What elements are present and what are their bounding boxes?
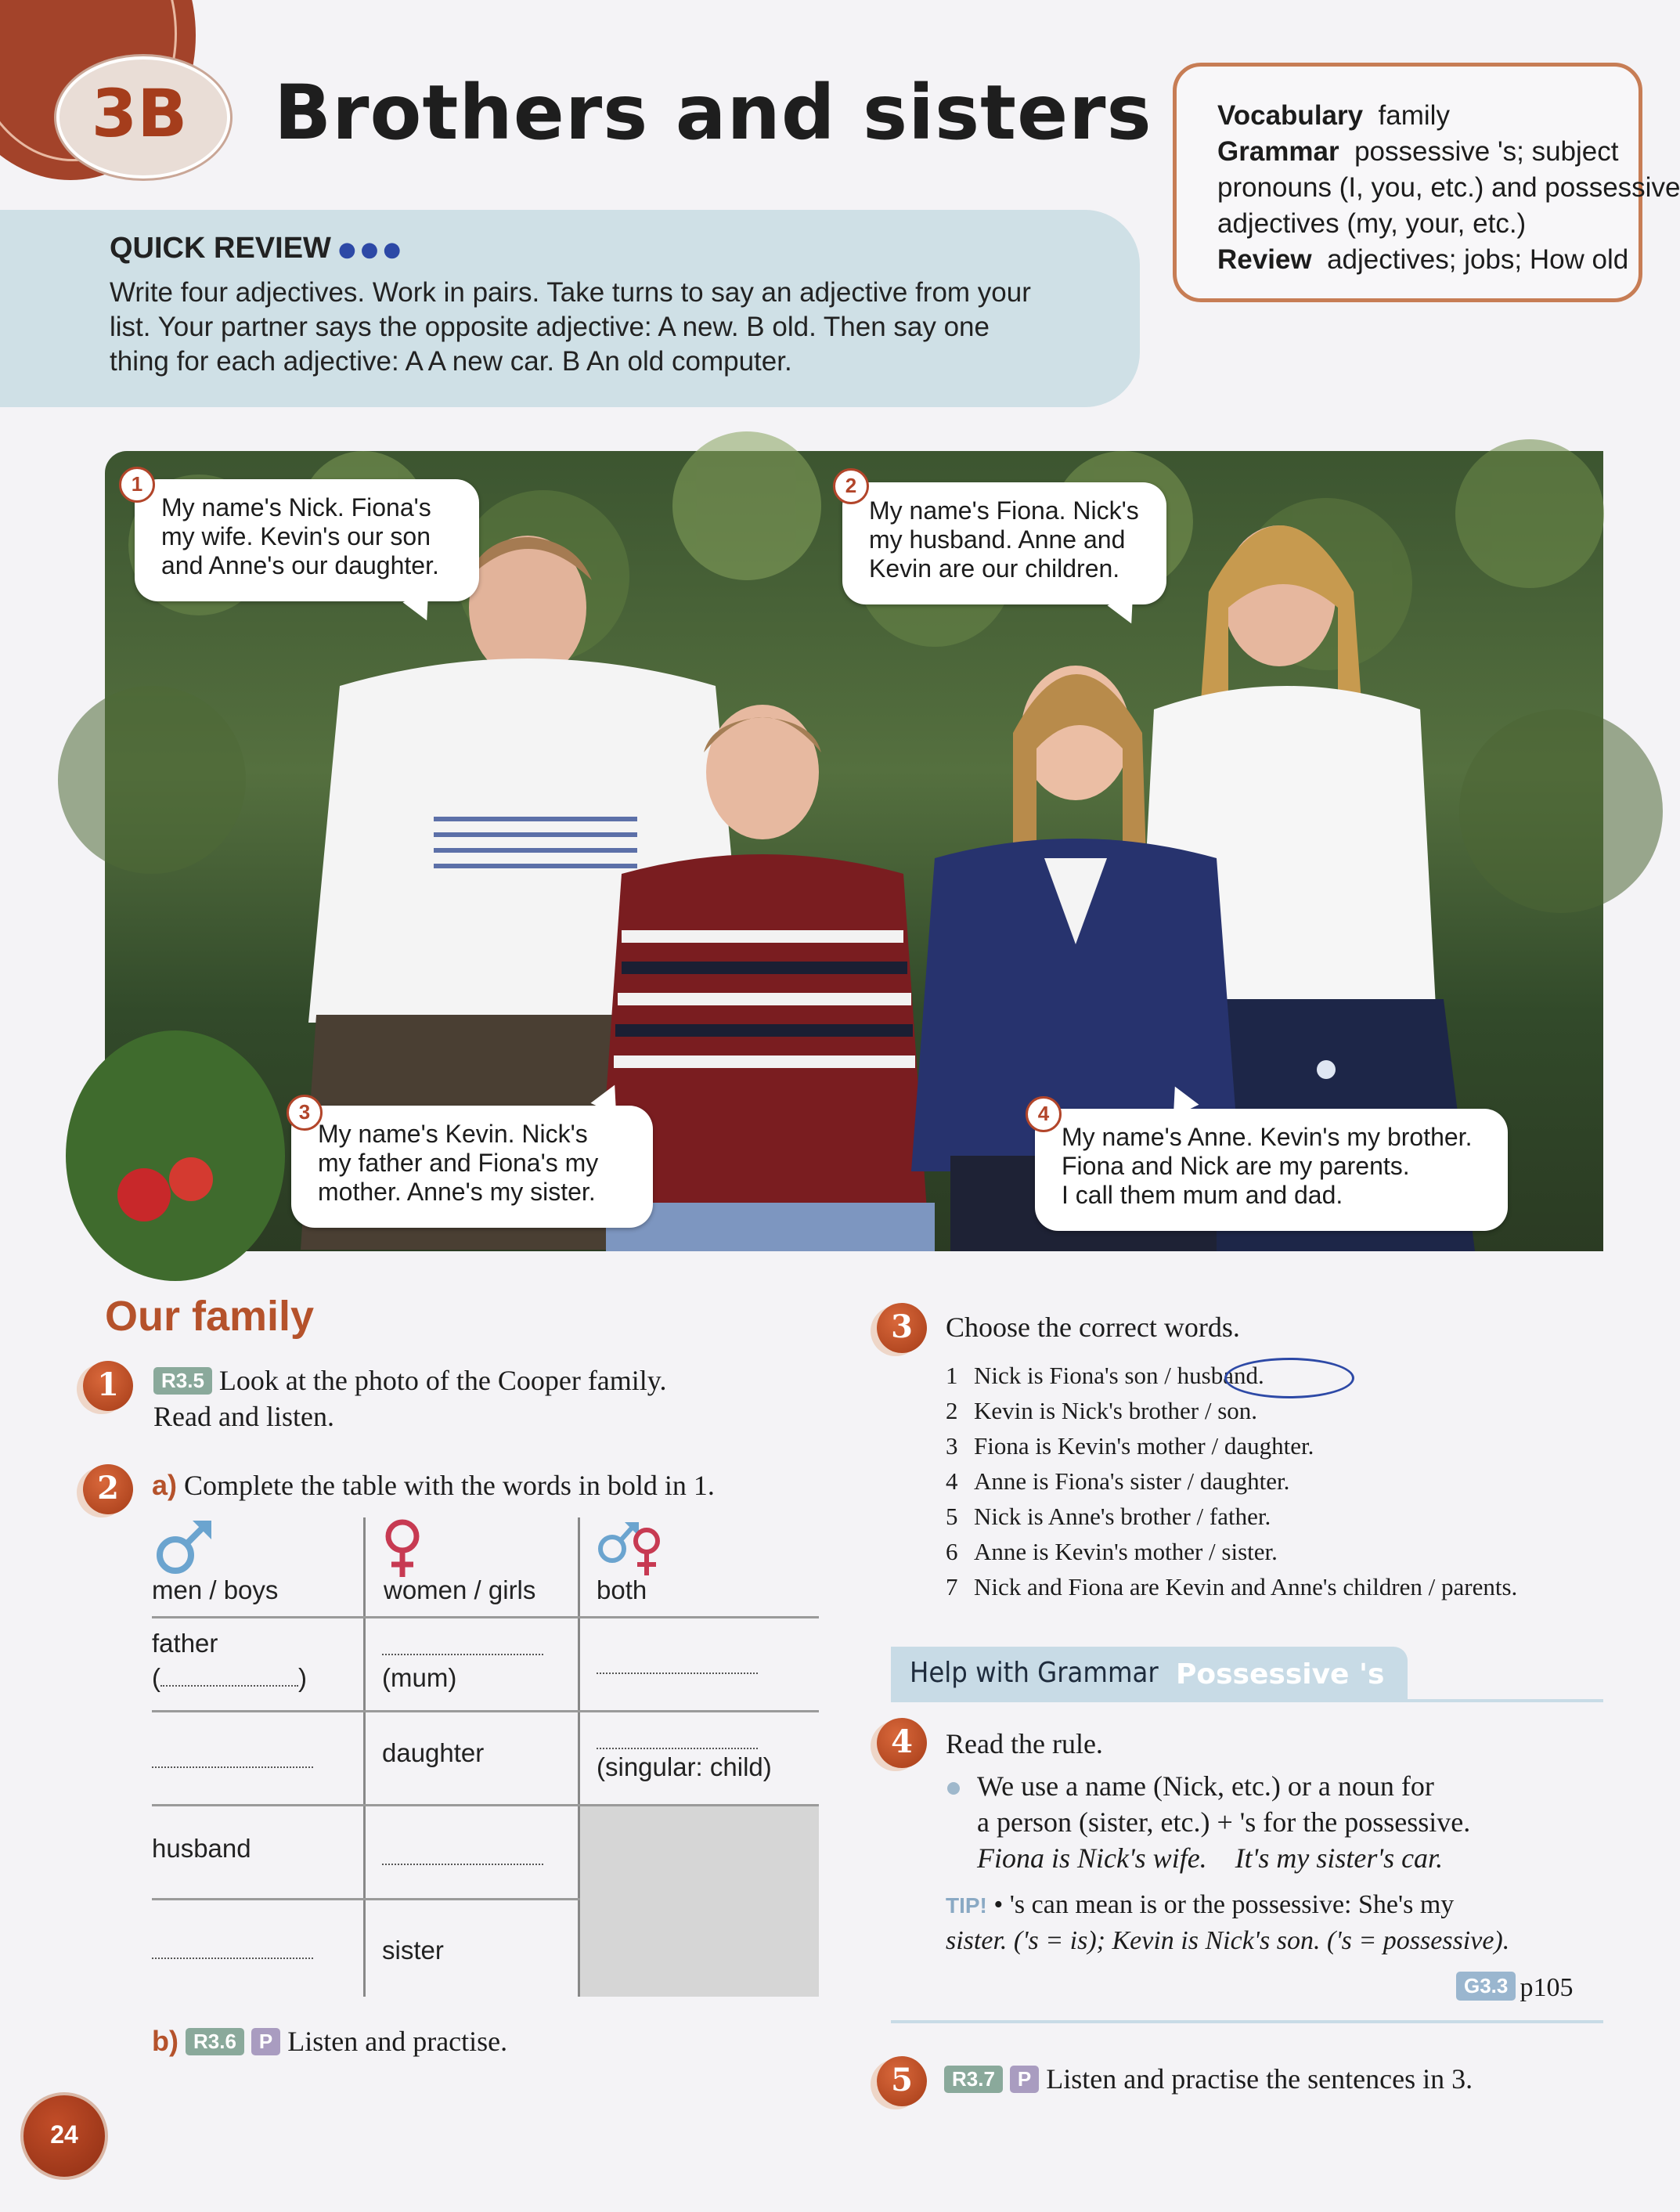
table-divider	[152, 1616, 819, 1618]
bubble-3-line-2: my father and Fiona's my	[318, 1149, 599, 1177]
speech-bubble-1	[135, 479, 479, 601]
column-header-women: women / girls	[384, 1575, 536, 1604]
female-symbol-icon	[379, 1517, 426, 1580]
exercise-4-title: Read the rule.	[946, 1728, 1103, 1759]
answer-blank-row4-men[interactable]	[152, 1956, 313, 1959]
bubble-1-line-2: my wife. Kevin's our son	[161, 522, 431, 550]
speech-bubble-2	[842, 482, 1166, 604]
exercise-1-line-1: Look at the photo of the Cooper family.	[218, 1365, 667, 1396]
bubble-4-line-3: I call them mum and dad.	[1062, 1181, 1343, 1209]
audio-track-tag[interactable]: R3.7	[944, 2066, 1003, 2093]
answer-blank-row1-women[interactable]	[382, 1652, 543, 1655]
grammar-line-3: adjectives (my, your, etc.)	[1217, 208, 1527, 239]
exercise-2a-instruction	[152, 1467, 856, 1503]
difficulty-dots: ●●●	[338, 238, 406, 262]
table-divider	[152, 1710, 819, 1712]
audio-track-tag[interactable]: R3.6	[186, 2028, 244, 2055]
cell-mum: (mum)	[382, 1663, 457, 1692]
grammar-reference-tag: G3.3	[1456, 1972, 1516, 2001]
tip-line-2: sister. ('s = is); Kevin is Nick's son. ('s = possessive).	[946, 1926, 1510, 1955]
list-item[interactable]: 3 Fiona is Kevin's mother / daughter.	[946, 1432, 1314, 1460]
answer-blank-row1-men[interactable]	[152, 1663, 307, 1693]
grammar-line-1: possessive 's; subject	[1354, 136, 1619, 167]
list-item[interactable]: 5 Nick is Anne's brother / father.	[946, 1503, 1271, 1530]
grammar-reference-page: p105	[1520, 1973, 1574, 2002]
list-item[interactable]: 6 Anne is Kevin's mother / sister.	[946, 1538, 1278, 1565]
exercise-2b-instruction	[152, 2023, 856, 2059]
vocab-label: Vocabulary	[1217, 100, 1364, 131]
table-divider	[363, 1517, 366, 1997]
answer-blank-row3-women[interactable]	[382, 1862, 543, 1865]
help-grammar-subtitle: Possessive 's	[1176, 1658, 1385, 1691]
bubble-2-line-3: Kevin are our children.	[869, 554, 1120, 583]
quick-review-text	[110, 276, 1112, 379]
audio-track-tag[interactable]: R3.5	[153, 1367, 212, 1395]
both-symbol-icon	[595, 1517, 665, 1580]
rule-example: Fiona is Nick's wife. It's my sister's car.	[977, 1842, 1444, 1874]
shaded-cell	[580, 1806, 819, 1997]
tip-label: TIP!	[946, 1893, 987, 1918]
exercise-3-title: Choose the correct words.	[946, 1312, 1240, 1343]
review-value: adjectives; jobs; How old	[1327, 244, 1629, 275]
column-header-men: men / boys	[152, 1575, 279, 1604]
grammar-rule	[977, 1768, 1603, 1876]
bubble-1-line-1: My name's Nick. Fiona's	[161, 493, 431, 521]
vocab-value: family	[1378, 100, 1450, 131]
exercise-2-number: 2	[83, 1464, 133, 1514]
bubble-2-number: 2	[833, 468, 869, 504]
pronunciation-tag[interactable]: P	[251, 2028, 280, 2055]
bracket-open: (	[152, 1663, 160, 1692]
review-label: Review	[1217, 244, 1312, 275]
exercise-1-number: 1	[83, 1361, 133, 1411]
column-header-both: both	[597, 1575, 647, 1604]
exercise-4-number: 4	[877, 1718, 927, 1768]
tip-line-1: • 's can mean is or the possessive: She's my	[993, 1890, 1455, 1919]
bubble-2-line-1: My name's Fiona. Nick's	[869, 496, 1139, 525]
bubble-4-number: 4	[1026, 1096, 1062, 1132]
bubble-3-number: 3	[287, 1095, 323, 1131]
tip-box	[946, 1887, 1595, 1959]
section-title: Our family	[105, 1293, 315, 1340]
exercise-2b-text: Listen and practise.	[287, 2026, 508, 2057]
blank-line	[160, 1683, 298, 1687]
bubble-1-line-3: and Anne's our daughter.	[161, 551, 439, 579]
cell-child: (singular: child)	[597, 1752, 772, 1781]
exercise-1-line-2: Read and listen.	[153, 1401, 334, 1432]
unit-number: 3B	[91, 75, 188, 152]
bubble-3-line-3: mother. Anne's my sister.	[318, 1178, 596, 1206]
speech-bubble-4	[1035, 1109, 1508, 1231]
list-item[interactable]: 4 Anne is Fiona's sister / daughter.	[946, 1467, 1290, 1495]
rule-line-1: We use a name (Nick, etc.) or a noun for	[977, 1770, 1434, 1802]
list-item[interactable]: 7 Nick and Fiona are Kevin and Anne's children / parents.	[946, 1573, 1518, 1600]
grammar-reference[interactable]	[1456, 1972, 1573, 2003]
bubble-4-line-1: My name's Anne. Kevin's my brother.	[1062, 1123, 1473, 1151]
quick-review-line-2: list. Your partner says the opposite adjective: A new. B old. Then say one	[110, 312, 990, 342]
quick-review-line-3: thing for each adjective: A A new car. B An old computer.	[110, 346, 792, 377]
exercise-5-text: Listen and practise the sentences in 3.	[1046, 2063, 1473, 2095]
bracket-close: )	[298, 1663, 307, 1692]
answer-blank-row2-both[interactable]	[597, 1746, 758, 1749]
bubble-4-line-2: Fiona and Nick are my parents.	[1062, 1152, 1410, 1180]
male-symbol-icon	[153, 1517, 216, 1577]
grammar-line-2: pronouns (I, you, etc.) and possessive	[1217, 172, 1680, 203]
lesson-info-box	[1173, 63, 1680, 302]
list-item[interactable]: 1 Nick is Fiona's son / husband.	[946, 1362, 1264, 1389]
answer-blank-row1-both[interactable]	[597, 1671, 758, 1674]
exercise-2a-label: a)	[152, 1469, 178, 1501]
help-grammar-bottom-rule	[891, 2020, 1603, 2023]
answer-blank-row2-men[interactable]	[152, 1765, 313, 1768]
exercise-5-number: 5	[877, 2056, 927, 2106]
quick-review-title: QUICK REVIEW	[110, 232, 331, 265]
family-words-table	[152, 1517, 822, 2000]
cell-father: father	[152, 1629, 218, 1658]
cell-sister: sister	[382, 1936, 444, 1965]
answer-circle	[1224, 1358, 1354, 1398]
help-grammar-rule	[891, 1699, 1603, 1702]
page-number: 24	[20, 2092, 108, 2180]
bubble-2-line-2: my husband. Anne and	[869, 525, 1126, 554]
speech-bubble-3	[291, 1106, 653, 1228]
exercise-2a-text: Complete the table with the words in bold in 1.	[184, 1470, 715, 1501]
quick-review-line-1: Write four adjectives. Work in pairs. Take turns to say an adjective from your	[110, 277, 1031, 308]
exercise-3-number: 3	[877, 1303, 927, 1353]
pronunciation-tag[interactable]: P	[1010, 2066, 1039, 2093]
list-item[interactable]: 2 Kevin is Nick's brother / son.	[946, 1397, 1258, 1424]
page-title: Brothers and sisters	[274, 69, 1152, 157]
grammar-label: Grammar	[1217, 136, 1339, 167]
exercise-1-text	[153, 1362, 827, 1434]
help-grammar-title: Help with Grammar	[910, 1657, 1159, 1689]
bullet	[947, 1782, 960, 1795]
bubble-1-number: 1	[119, 467, 155, 503]
rule-line-2: a person (sister, etc.) + 's for the possessive.	[977, 1806, 1471, 1838]
cell-husband: husband	[152, 1834, 251, 1863]
exercise-2b-label: b)	[152, 2025, 178, 2057]
exercise-5-instruction	[944, 2061, 1602, 2097]
cell-daughter: daughter	[382, 1738, 485, 1767]
bubble-3-line-1: My name's Kevin. Nick's	[318, 1120, 588, 1148]
